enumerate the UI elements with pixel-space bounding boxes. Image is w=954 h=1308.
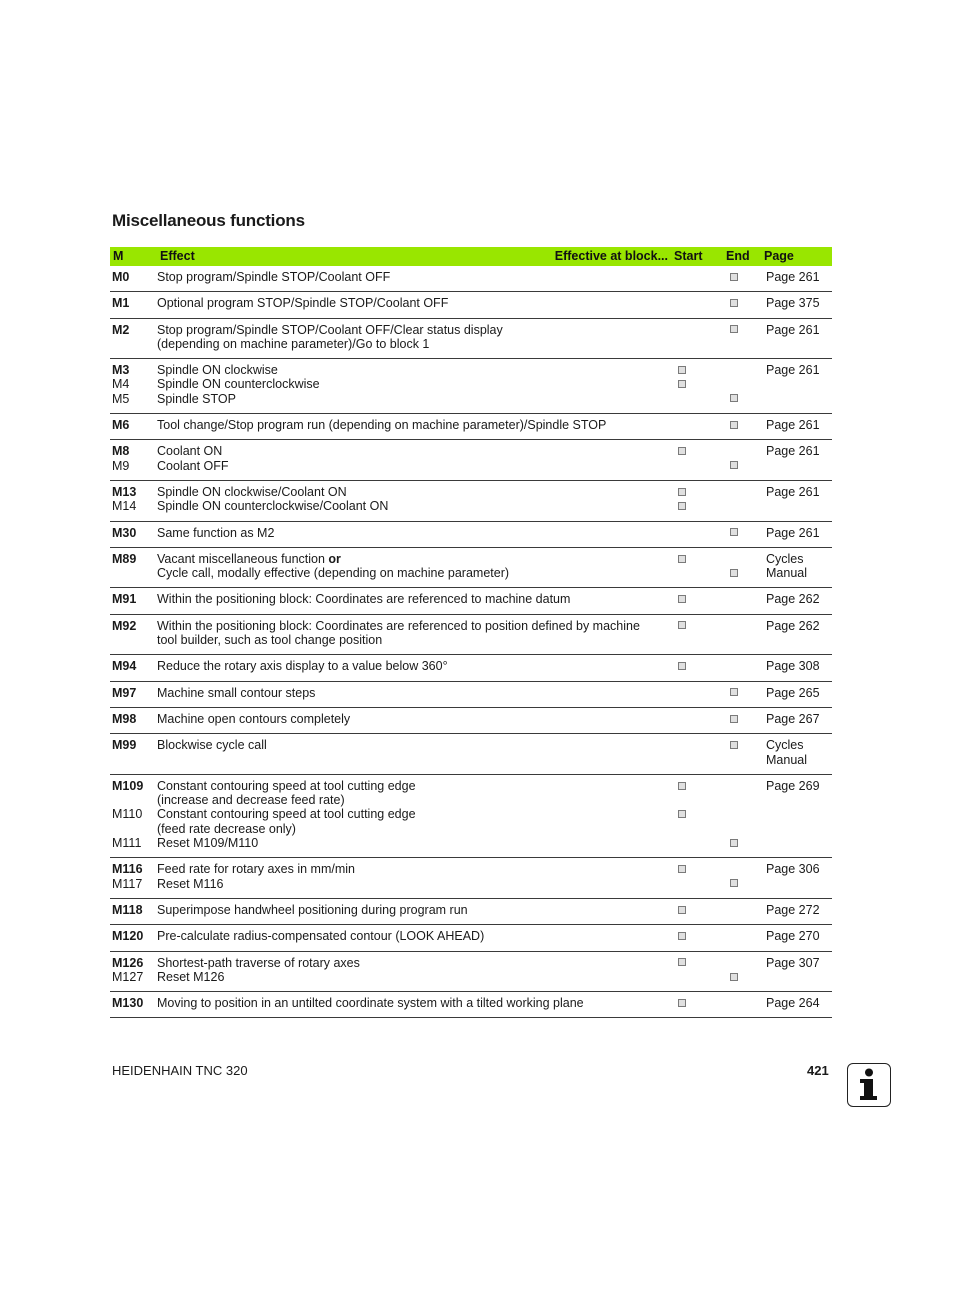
end-marker-icon xyxy=(730,879,738,887)
m-code-cell xyxy=(110,440,155,481)
effect-text xyxy=(157,444,672,458)
m-code: M6 xyxy=(112,418,130,433)
end-marker-icon xyxy=(730,688,738,696)
start-cell xyxy=(672,925,724,951)
end-marker-icon xyxy=(730,715,738,723)
end-marker-icon xyxy=(730,528,738,536)
m-code-cell xyxy=(110,414,155,440)
effect-cell xyxy=(155,681,672,707)
header-effect-cell xyxy=(155,247,672,266)
page-ref-cell xyxy=(762,318,832,359)
effect-line: Spindle ON counterclockwise xyxy=(157,377,320,392)
end-marker-icon xyxy=(730,325,738,333)
effect-line: Reduce the rotary axis display to a value below 360° xyxy=(157,659,448,674)
m-code-cell xyxy=(110,359,155,414)
effect-text xyxy=(157,592,672,606)
m-code-cell xyxy=(110,858,155,899)
effect-text xyxy=(157,970,672,984)
start-marker-icon xyxy=(678,999,686,1007)
end-cell xyxy=(724,858,762,899)
start-cell xyxy=(672,992,724,1018)
start-marker-icon xyxy=(678,662,686,670)
effect-text xyxy=(157,836,672,850)
table-row xyxy=(110,898,832,924)
effect-cell xyxy=(155,359,672,414)
effect-cell xyxy=(155,898,672,924)
m-code-cell xyxy=(110,707,155,733)
effect-line: Spindle ON clockwise/Coolant ON xyxy=(157,484,347,499)
table-row xyxy=(110,440,832,481)
page-ref-cell xyxy=(762,707,832,733)
effect-text xyxy=(157,499,672,513)
effect-cell xyxy=(155,614,672,655)
table-row xyxy=(110,774,832,857)
effect-text xyxy=(157,779,672,793)
effect-line: Stop program/Spindle STOP/Coolant OFF xyxy=(157,270,391,284)
page-ref-cell xyxy=(762,292,832,318)
effect-line: Reset M126 xyxy=(157,969,225,984)
m-code-cell xyxy=(110,521,155,547)
effect-line: Pre-calculate radius-compensated contour (LOOK AHEAD) xyxy=(157,929,485,944)
m-code: M92 xyxy=(112,618,137,633)
effect-line: Spindle ON clockwise xyxy=(157,363,278,378)
start-cell xyxy=(672,547,724,588)
effect-line: Same function as M2 xyxy=(157,525,275,540)
end-marker-icon xyxy=(730,569,738,577)
page-ref-cell xyxy=(762,774,832,857)
effect-text xyxy=(157,807,672,821)
table-row xyxy=(110,480,832,521)
m-code: M0 xyxy=(112,270,130,284)
start-cell xyxy=(672,707,724,733)
effect-line: (increase and decrease feed rate) xyxy=(157,793,345,808)
m-code-cell xyxy=(110,266,155,292)
m-code: M127 xyxy=(112,969,144,984)
end-marker-icon xyxy=(730,394,738,402)
start-cell xyxy=(672,440,724,481)
page-ref-cell xyxy=(762,547,832,588)
m-code-cell xyxy=(110,681,155,707)
effect-line: Feed rate for rotary axes in mm/min xyxy=(157,862,355,877)
table-row xyxy=(110,734,832,775)
effect-line: (depending on machine parameter)/Go to block 1 xyxy=(157,336,430,351)
start-cell xyxy=(672,614,724,655)
effect-text xyxy=(157,552,672,566)
start-marker-icon xyxy=(678,380,686,388)
end-cell xyxy=(724,951,762,992)
effect-text xyxy=(157,659,672,673)
m-code-cell xyxy=(110,925,155,951)
header-end: End xyxy=(726,249,750,263)
start-marker-icon xyxy=(678,906,686,914)
header-start: Start xyxy=(674,249,703,263)
m-code: M8 xyxy=(112,444,130,459)
table-row xyxy=(110,655,832,681)
end-cell xyxy=(724,318,762,359)
end-marker-icon xyxy=(730,973,738,981)
effect-text xyxy=(157,822,672,836)
m-code-cell xyxy=(110,898,155,924)
effect-text xyxy=(157,377,672,391)
end-cell xyxy=(724,655,762,681)
table-row xyxy=(110,414,832,440)
effect-text xyxy=(157,323,672,337)
start-marker-icon xyxy=(678,865,686,873)
end-cell xyxy=(724,480,762,521)
start-cell xyxy=(672,774,724,857)
page-reference: Page 375 xyxy=(766,296,820,311)
effect-text xyxy=(157,270,672,284)
end-cell xyxy=(724,266,762,292)
page-reference: Cycles xyxy=(766,738,804,753)
start-marker-icon xyxy=(678,810,686,818)
effect-line: Stop program/Spindle STOP/Coolant OFF/Clear status display xyxy=(157,322,503,337)
effect-text xyxy=(157,996,672,1010)
m-code-cell xyxy=(110,734,155,775)
page-ref-cell xyxy=(762,521,832,547)
page-reference: Page 261 xyxy=(766,444,820,459)
page-reference: Page 307 xyxy=(766,955,820,970)
start-cell xyxy=(672,359,724,414)
effect-line: Coolant OFF xyxy=(157,458,229,473)
effect-line: Constant contouring speed at tool cutting edge xyxy=(157,778,416,793)
header-m: M xyxy=(113,249,124,263)
start-cell xyxy=(672,266,724,292)
m-code: M3 xyxy=(112,363,130,378)
effect-text xyxy=(157,903,672,917)
m-code-cell xyxy=(110,547,155,588)
effect-line: Shortest-path traverse of rotary axes xyxy=(157,955,360,970)
table-row xyxy=(110,858,832,899)
end-marker-icon xyxy=(730,421,738,429)
end-cell xyxy=(724,925,762,951)
end-cell xyxy=(724,292,762,318)
effect-cell xyxy=(155,951,672,992)
effect-line: Spindle STOP xyxy=(157,391,236,406)
start-marker-icon xyxy=(678,595,686,603)
start-marker-icon xyxy=(678,447,686,455)
start-cell xyxy=(672,858,724,899)
effect-line: Within the positioning block: Coordinates are referenced to machine datum xyxy=(157,592,571,607)
effect-text xyxy=(157,459,672,473)
start-cell xyxy=(672,898,724,924)
m-code: M5 xyxy=(112,391,130,406)
effect-text xyxy=(157,738,672,752)
page-ref-cell xyxy=(762,925,832,951)
effect-text xyxy=(157,686,672,700)
effect-cell xyxy=(155,858,672,899)
effect-text xyxy=(157,712,672,726)
m-code: M2 xyxy=(112,322,130,337)
m-code-cell xyxy=(110,614,155,655)
effect-line: Machine open contours completely xyxy=(157,711,351,726)
m-code: M130 xyxy=(112,996,144,1011)
page-reference: Page 261 xyxy=(766,363,820,378)
effect-cell xyxy=(155,588,672,614)
start-marker-icon xyxy=(678,958,686,966)
m-code: M1 xyxy=(112,296,130,311)
end-marker-icon xyxy=(730,839,738,847)
page-reference: Cycles xyxy=(766,551,804,566)
m-code xyxy=(112,793,155,807)
page-ref-cell xyxy=(762,655,832,681)
table-row xyxy=(110,547,832,588)
table-header-row xyxy=(110,247,832,266)
m-code-cell xyxy=(110,951,155,992)
m-code-cell xyxy=(110,292,155,318)
page-ref-cell xyxy=(762,480,832,521)
m-code: M117 xyxy=(112,876,143,891)
header-effective-at-block: Effective at block... xyxy=(554,249,668,263)
effect-cell xyxy=(155,318,672,359)
effect-text xyxy=(157,929,672,943)
effect-cell xyxy=(155,774,672,857)
start-cell xyxy=(672,318,724,359)
m-code: M13 xyxy=(112,484,137,499)
end-cell xyxy=(724,359,762,414)
page-ref-cell xyxy=(762,992,832,1018)
effect-cell xyxy=(155,266,672,292)
effect-line: Optional program STOP/Spindle STOP/Coolant OFF xyxy=(157,296,449,311)
page-reference: Page 270 xyxy=(766,929,820,944)
end-cell xyxy=(724,992,762,1018)
m-code: M14 xyxy=(112,499,137,514)
end-marker-icon xyxy=(730,273,738,281)
m-code-cell xyxy=(110,318,155,359)
page-title: Miscellaneous functions xyxy=(112,211,305,230)
m-code-cell xyxy=(110,588,155,614)
end-cell xyxy=(724,734,762,775)
end-cell xyxy=(724,774,762,857)
effect-cell xyxy=(155,734,672,775)
page-reference: Page 308 xyxy=(766,659,820,674)
m-code: M110 xyxy=(112,807,143,822)
effect-cell xyxy=(155,707,672,733)
page-ref-cell xyxy=(762,266,832,292)
start-cell xyxy=(672,734,724,775)
m-code: M97 xyxy=(112,685,137,700)
effect-line: Machine small contour steps xyxy=(157,685,316,700)
effect-cell xyxy=(155,925,672,951)
page-reference: Page 261 xyxy=(766,270,820,284)
effect-line: Superimpose handwheel positioning during program run xyxy=(157,902,468,917)
table-row xyxy=(110,318,832,359)
effect-cell xyxy=(155,521,672,547)
start-marker-icon xyxy=(678,555,686,563)
effect-cell xyxy=(155,480,672,521)
effect-line: Tool change/Stop program run (depending on machine parameter)/Spindle STOP xyxy=(157,418,607,433)
effect-line: Coolant ON xyxy=(157,444,223,459)
page-reference: Page 272 xyxy=(766,902,820,917)
m-code-cell xyxy=(110,992,155,1018)
effect-line: tool builder, such as tool change position xyxy=(157,633,383,648)
start-cell xyxy=(672,414,724,440)
page-ref-cell xyxy=(762,588,832,614)
effect-line: Reset M116 xyxy=(157,876,224,891)
page-reference: Page 262 xyxy=(766,592,820,607)
effect-cell xyxy=(155,414,672,440)
effect-text xyxy=(157,485,672,499)
page-reference: Manual xyxy=(766,752,807,767)
effect-text xyxy=(157,337,672,351)
page-ref-cell xyxy=(762,858,832,899)
start-cell xyxy=(672,480,724,521)
start-cell xyxy=(672,521,724,547)
page-ref-cell xyxy=(762,898,832,924)
m-code: M89 xyxy=(112,551,137,566)
m-code-cell xyxy=(110,480,155,521)
m-code: M120 xyxy=(112,929,144,944)
start-marker-icon xyxy=(678,366,686,374)
end-cell xyxy=(724,440,762,481)
info-icon xyxy=(847,1063,891,1107)
effect-text xyxy=(157,526,672,540)
page-reference: Page 261 xyxy=(766,418,820,433)
table-row xyxy=(110,681,832,707)
start-marker-icon xyxy=(678,502,686,510)
effect-line: Blockwise cycle call xyxy=(157,738,267,753)
m-code: M4 xyxy=(112,377,130,392)
effect-line: Spindle ON counterclockwise/Coolant ON xyxy=(157,499,389,514)
end-cell xyxy=(724,521,762,547)
table-row xyxy=(110,588,832,614)
table-row xyxy=(110,614,832,655)
table-row xyxy=(110,992,832,1018)
effect-text xyxy=(157,633,672,647)
effect-cell xyxy=(155,547,672,588)
table-body xyxy=(110,266,832,1018)
effect-text xyxy=(157,619,672,633)
start-marker-icon xyxy=(678,488,686,496)
header-effect: Effect xyxy=(160,249,195,263)
m-code xyxy=(112,822,155,836)
start-marker-icon xyxy=(678,932,686,940)
page-reference: Page 262 xyxy=(766,618,820,633)
page-ref-cell xyxy=(762,614,832,655)
page-ref-cell xyxy=(762,734,832,775)
page-ref-cell xyxy=(762,414,832,440)
m-code: M126 xyxy=(112,955,144,970)
m-code: M30 xyxy=(112,525,137,540)
m-code: M98 xyxy=(112,711,137,726)
table-row xyxy=(110,951,832,992)
page-ref-cell xyxy=(762,359,832,414)
effect-or: or xyxy=(328,551,341,566)
m-code: M109 xyxy=(112,778,144,793)
table-row xyxy=(110,359,832,414)
end-cell xyxy=(724,707,762,733)
m-code: M94 xyxy=(112,659,137,674)
footer-page-number: 421 xyxy=(807,1063,829,1078)
page-reference: Page 265 xyxy=(766,685,820,700)
effect-line: Within the positioning block: Coordinates are referenced to position defined by machine xyxy=(157,618,640,633)
m-code-cell xyxy=(110,774,155,857)
header-page: Page xyxy=(764,249,794,263)
page-ref-cell xyxy=(762,681,832,707)
effect-cell xyxy=(155,655,672,681)
effect-text xyxy=(157,363,672,377)
page-ref-cell xyxy=(762,951,832,992)
effect-cell xyxy=(155,440,672,481)
end-marker-icon xyxy=(730,299,738,307)
m-code-cell xyxy=(110,655,155,681)
page-reference: Page 269 xyxy=(766,778,820,793)
start-cell xyxy=(672,292,724,318)
page-reference: Page 264 xyxy=(766,996,820,1011)
page-reference: Page 261 xyxy=(766,525,820,540)
effect-line: Moving to position in an untilted coordinate system with a tilted working plane xyxy=(157,996,584,1011)
footer-manual-title: HEIDENHAIN TNC 320 xyxy=(112,1063,248,1078)
page-reference: Page 261 xyxy=(766,322,820,337)
effect-line: (feed rate decrease only) xyxy=(157,821,296,836)
end-cell xyxy=(724,414,762,440)
effect-line: Cycle call, modally effective (depending on machine parameter) xyxy=(157,566,510,581)
effect-text xyxy=(157,392,672,406)
misc-functions-table xyxy=(110,247,832,1018)
effect-line: Vacant miscellaneous function xyxy=(157,551,325,566)
end-cell xyxy=(724,898,762,924)
effect-text xyxy=(157,566,672,580)
effect-text xyxy=(157,418,672,432)
m-code: M118 xyxy=(112,902,143,917)
table-row xyxy=(110,707,832,733)
m-code: M91 xyxy=(112,592,137,607)
effect-cell xyxy=(155,292,672,318)
effect-text xyxy=(157,862,672,876)
effect-text xyxy=(157,296,672,310)
effect-text xyxy=(157,877,672,891)
effect-text xyxy=(157,956,672,970)
m-code: M99 xyxy=(112,738,137,753)
m-code: M111 xyxy=(112,836,142,851)
page-ref-cell xyxy=(762,440,832,481)
effect-cell xyxy=(155,992,672,1018)
end-marker-icon xyxy=(730,461,738,469)
table-row xyxy=(110,521,832,547)
m-code: M116 xyxy=(112,862,143,877)
start-cell xyxy=(672,951,724,992)
end-marker-icon xyxy=(730,741,738,749)
end-cell xyxy=(724,588,762,614)
start-marker-icon xyxy=(678,621,686,629)
page-reference: Page 261 xyxy=(766,484,820,499)
start-cell xyxy=(672,681,724,707)
page-reference: Page 267 xyxy=(766,711,820,726)
start-marker-icon xyxy=(678,782,686,790)
start-cell xyxy=(672,655,724,681)
page-reference: Page 306 xyxy=(766,862,820,877)
table-row xyxy=(110,292,832,318)
table-row xyxy=(110,266,832,292)
end-cell xyxy=(724,547,762,588)
page-reference: Manual xyxy=(766,566,807,581)
end-cell xyxy=(724,681,762,707)
table-row xyxy=(110,925,832,951)
m-code: M9 xyxy=(112,458,130,473)
effect-text xyxy=(157,793,672,807)
end-cell xyxy=(724,614,762,655)
effect-line: Constant contouring speed at tool cutting edge xyxy=(157,807,416,822)
effect-line: Reset M109/M110 xyxy=(157,836,259,851)
start-cell xyxy=(672,588,724,614)
